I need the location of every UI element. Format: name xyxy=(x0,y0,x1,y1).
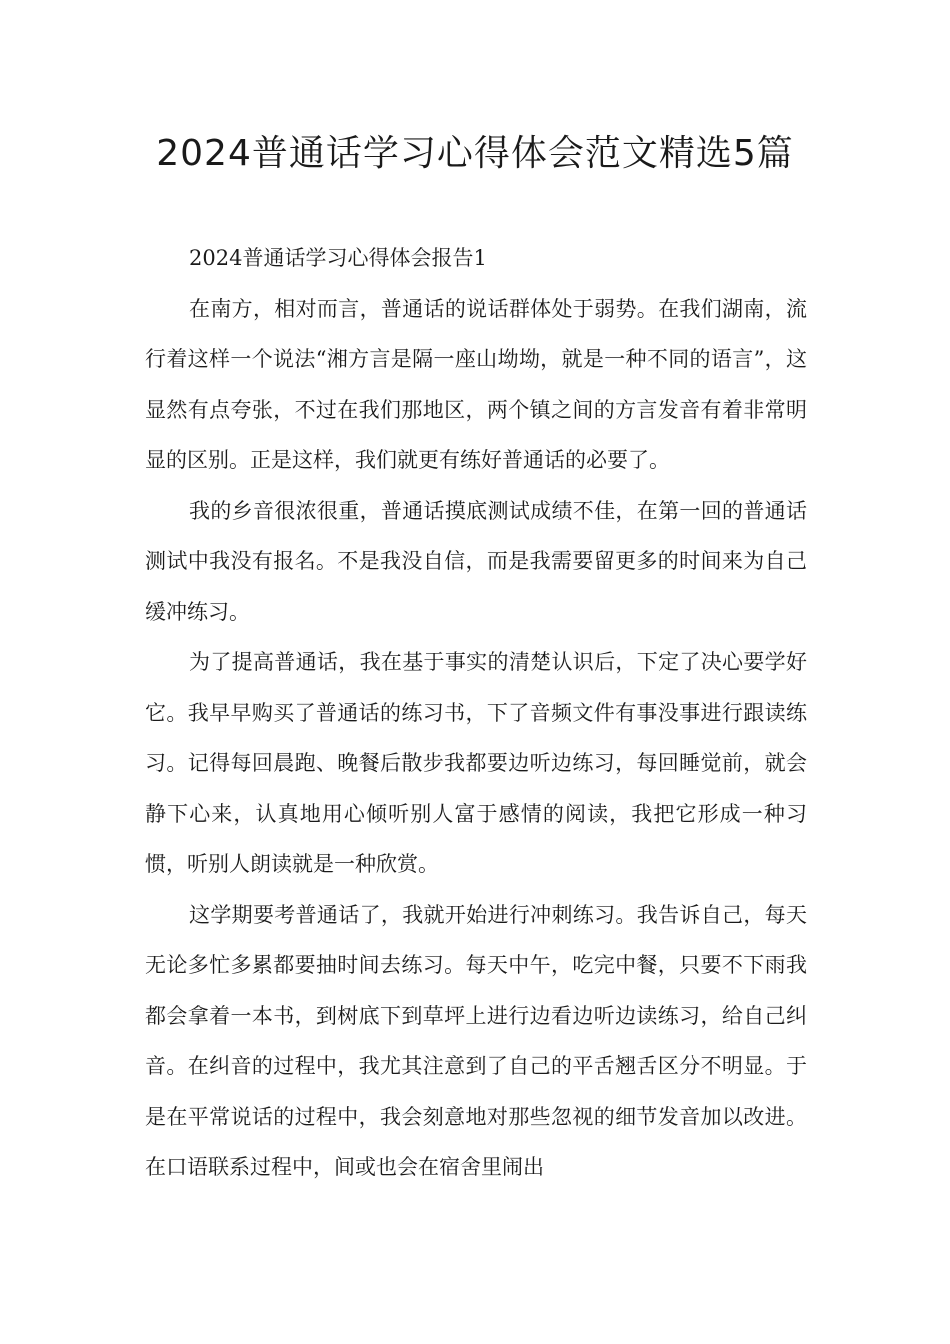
paragraph-3: 为了提高普通话，我在基于事实的清楚认识后，下定了决心要学好它。我早早购买了普通话的练习书，下了音频文件有事没事进行跟读练习。记得每回晨跑、晚餐后散步我都要边听边练习，每回睡觉前，就会静下心来，认真地用心倾听别人富于感情的阅读，我把它形成一种习惯，听别人朗读就是一种欣赏。 xyxy=(145,650,807,876)
document-title: 2024普通话学习心得体会范文精选5篇 xyxy=(156,133,794,174)
paragraph-2: 我的乡音很浓很重，普通话摸底测试成绩不佳，在第一回的普通话测试中我没有报名。不是我没自信，而是我需要留更多的时间来为自己缓冲练习。 xyxy=(145,498,807,624)
paragraph-1: 在南方，相对而言，普通话的说话群体处于弱势。在我们湖南，流行着这样一个说法“湘方言是隔一座山坳坳，就是一种不同的语言”，这显然有点夸张，不过在我们那地区，两个镇之间的方言发音有着非常明显的区别。正是这样，我们就更有练好普通话的必要了。 xyxy=(145,296,807,472)
paragraph-4: 这学期要考普通话了，我就开始进行冲刺练习。我告诉自己，每天无论多忙多累都要抽时间去练习。每天中午，吃完中餐，只要不下雨我都会拿着一本书，到树底下到草坪上进行边看边听边读练习，给自己纠音。在纠音的过程中，我尤其注意到了自己的平舌翘舌区分不明显。于是在平常说话的过程中，我会刻意地对那些忽视的细节发音加以改进。在口语联系过程中，间或也会在宿舍里闹出 xyxy=(145,902,807,1179)
document-body xyxy=(145,233,807,1193)
section-heading: 2024普通话学习心得体会报告1 xyxy=(189,246,487,270)
